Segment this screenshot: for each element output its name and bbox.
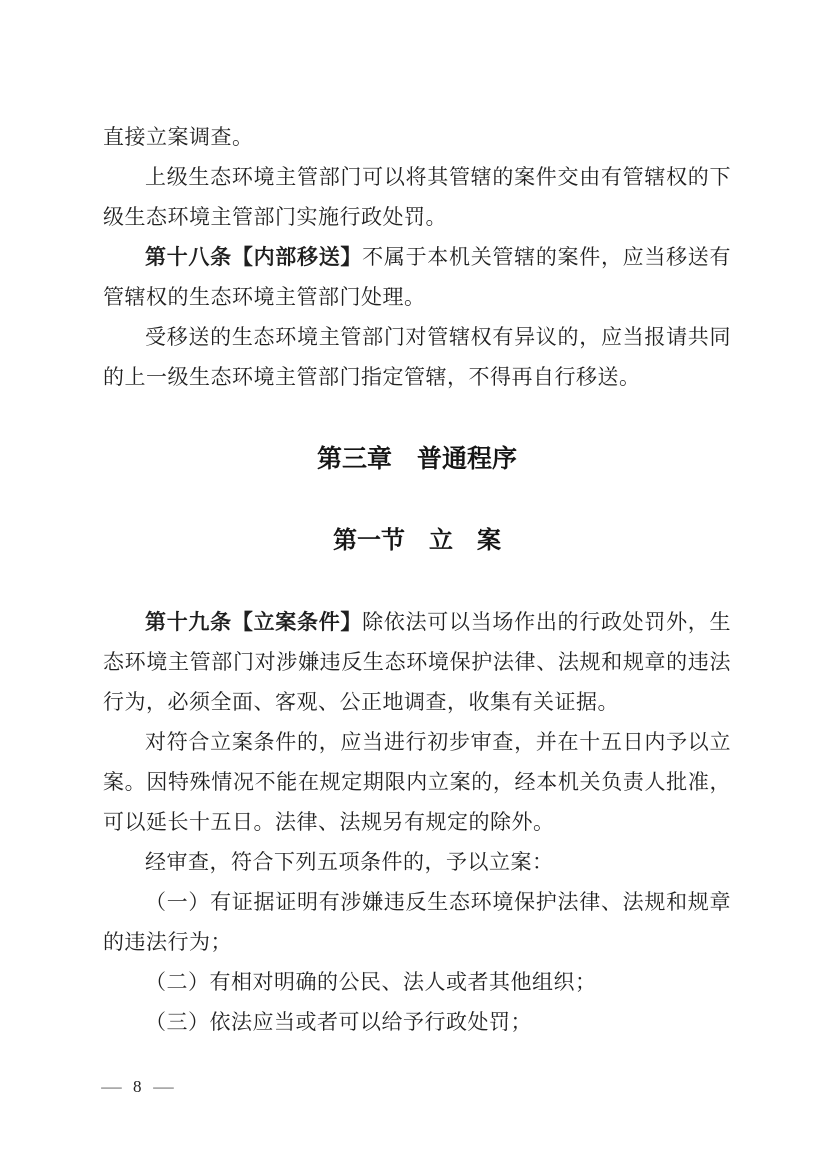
footer-dash-left: — (101, 1077, 122, 1096)
paragraph-article-18 (103, 237, 731, 317)
list-item-1: （一）有证据证明有涉嫌违反生态环境保护法律、法规和规章的违法行为； (103, 890, 731, 954)
footer-dash-right: — (152, 1077, 174, 1096)
paragraph-article-19 (103, 602, 731, 722)
article-title-bracket: 【内部移送】 (231, 245, 363, 269)
section-heading: 第一节 立 案 (333, 528, 501, 554)
list-item-3: （三）依法应当或者可以给予行政处罚； (145, 1010, 532, 1034)
paragraph: 经审查，符合下列五项条件的，予以立案： (145, 850, 554, 874)
document-body (103, 117, 731, 1042)
list-item-2: （二）有相对明确的公民、法人或者其他组织； (145, 970, 597, 994)
paragraph: 上级生态环境主管部门可以将其管辖的案件交由有管辖权的下级生态环境主管部门实施行政处罚。 (103, 165, 731, 229)
article-title-bracket: 【立案条件】 (231, 610, 363, 634)
article-number: 第十八条 (145, 245, 232, 269)
paragraph: 对符合立案条件的，应当进行初步审查，并在十五日内予以立案。因特殊情况不能在规定期限内立案的，经本机关负责人批准，可以延长十五日。法律、法规另有规定的除外。 (103, 730, 731, 834)
paragraph-continuation: 直接立案调查。 (103, 125, 254, 149)
chapter-heading: 第三章 普通程序 (316, 445, 517, 473)
paragraph-text: 除依法可以当场作出的行政处罚外，生态环境主管部门对涉嫌违反生态环境保护法律、法规和规章的违法行为，必须全面、客观、公正地调查，收集有关证据。 (103, 610, 732, 714)
page-number: 8 (133, 1077, 142, 1096)
paragraph: 受移送的生态环境主管部门对管辖权有异议的，应当报请共同的上一级生态环境主管部门指定管辖，不得再自行移送。 (103, 325, 731, 389)
paragraph-text: 不属于本机关管辖的案件，应当移送有管辖权的生态环境主管部门处理。 (103, 245, 732, 309)
page-footer (103, 1077, 172, 1097)
article-number: 第十九条 (145, 610, 232, 634)
